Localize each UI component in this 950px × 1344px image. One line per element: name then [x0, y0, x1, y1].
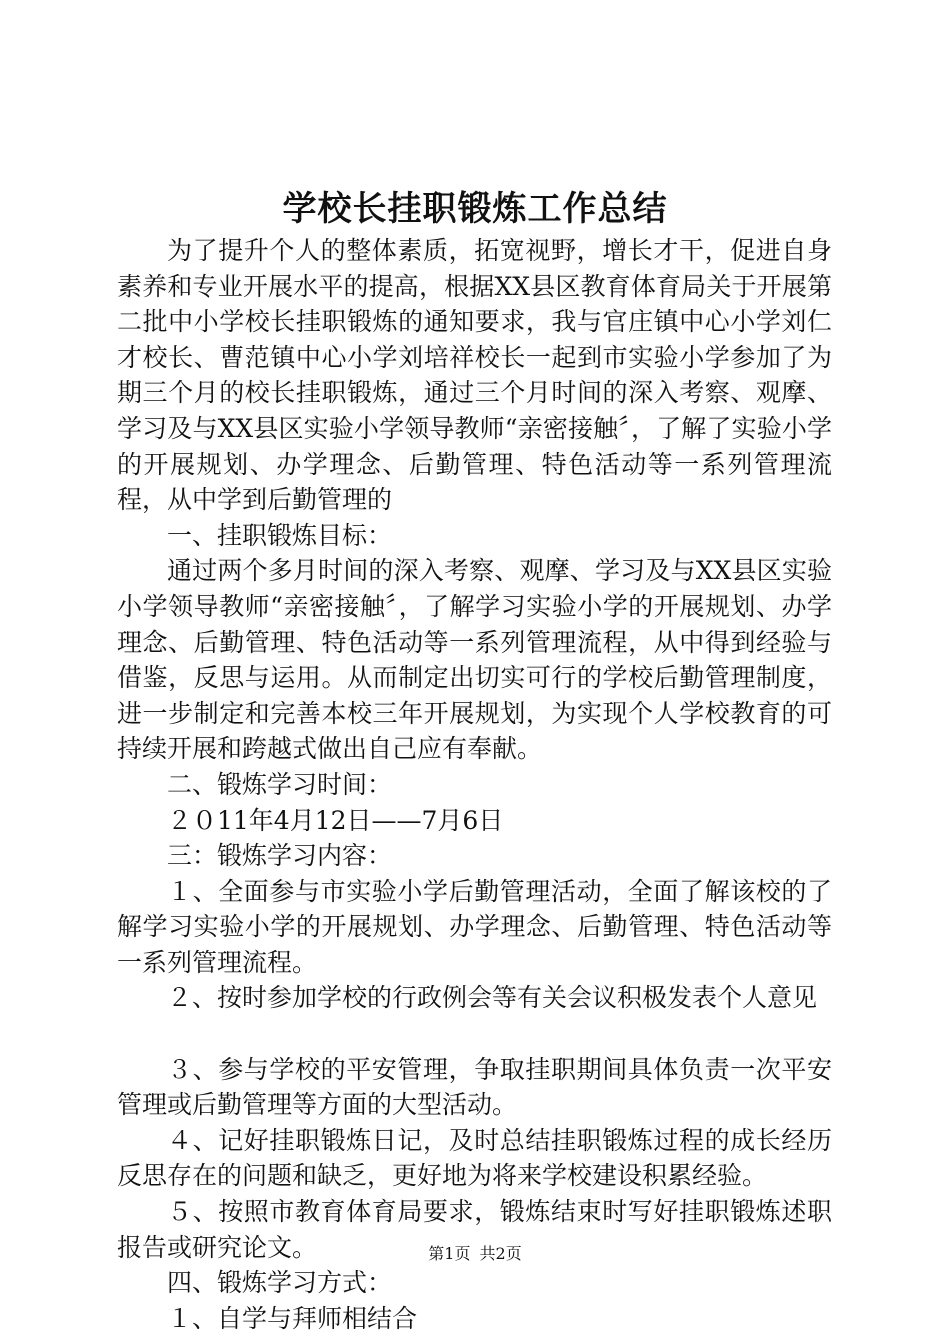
time-paragraph: ２０11年4月12日——7月6日 [167, 805, 504, 835]
page-total: 共2页 [479, 1244, 522, 1263]
intro-paragraph: 为了提升个人的整体素质，拓宽视野，增长才干，促进自身素养和专业开展水平的提高，根据XX县区教育体育局关于开展第二批中小学校长挂职锻炼的通知要求，我与官庄镇中心小学刘仁才校长、曹范镇中心小学刘培祥校长一起到市实验小学参加了为期三个月的校长挂职锻炼，通过三个月时间的深入考察、观摩、学习及与XX县区实验小学领导教师“亲密接触〞，了解了实验小学的开展规划、办学理念、后勤管理、特色活动等一系列管理流程，从中学到后勤管理的 [117, 236, 832, 515]
content-item-1: １、全面参与市实验小学后勤管理活动，全面了解该校的了解学习实验小学的开展规划、办学理念、后勤管理、特色活动等一系列管理流程。 [117, 876, 832, 977]
blank-line [117, 1016, 832, 1052]
content-item-4: ４、记好挂职锻炼日记，及时总结挂职锻炼过程的成长经历反思存在的问题和缺乏，更好地为将来学校建设积累经验。 [117, 1125, 832, 1191]
content-item-5: ５、按照市教育体育局要求，锻炼结束时写好挂职锻炼述职报告或研究论文。 [117, 1197, 832, 1262]
page-number: 第1页 [428, 1244, 471, 1263]
method-item-1: １、自学与拜师相结合 [167, 1303, 418, 1333]
section-heading-goals: 一、挂职锻炼目标： [167, 520, 393, 550]
goals-paragraph: 通过两个多月时间的深入考察、观摩、学习及与XX县区实验小学领导教师“亲密接触〞，了解学习实验小学的开展规划、办学理念、后勤管理、特色活动等一系列管理流程，从中得到经验与借鉴，反思与运用。从而制定出切实可行的学校后勤管理制度，进一步制定和完善本校三年开展规划，为实现个人学校教育的可持续开展和跨越式做出自己应有奉献。 [117, 556, 832, 764]
section-heading-time: 二、锻炼学习时间： [167, 769, 393, 799]
document-body [117, 233, 832, 1336]
document-title: 学校长挂职锻炼工作总结 [282, 189, 668, 229]
page-footer [0, 1243, 950, 1265]
content-item-3: ３、参与学校的平安管理，争取挂职期间具体负责一次平安管理或后勤管理等方面的大型活动。 [117, 1054, 832, 1120]
section-heading-content: 三：锻炼学习内容： [167, 841, 393, 871]
content-item-2: ２、按时参加学校的行政例会等有关会议积极发表个人意见 [167, 983, 818, 1013]
section-heading-method: 四、锻炼学习方式： [167, 1268, 393, 1298]
